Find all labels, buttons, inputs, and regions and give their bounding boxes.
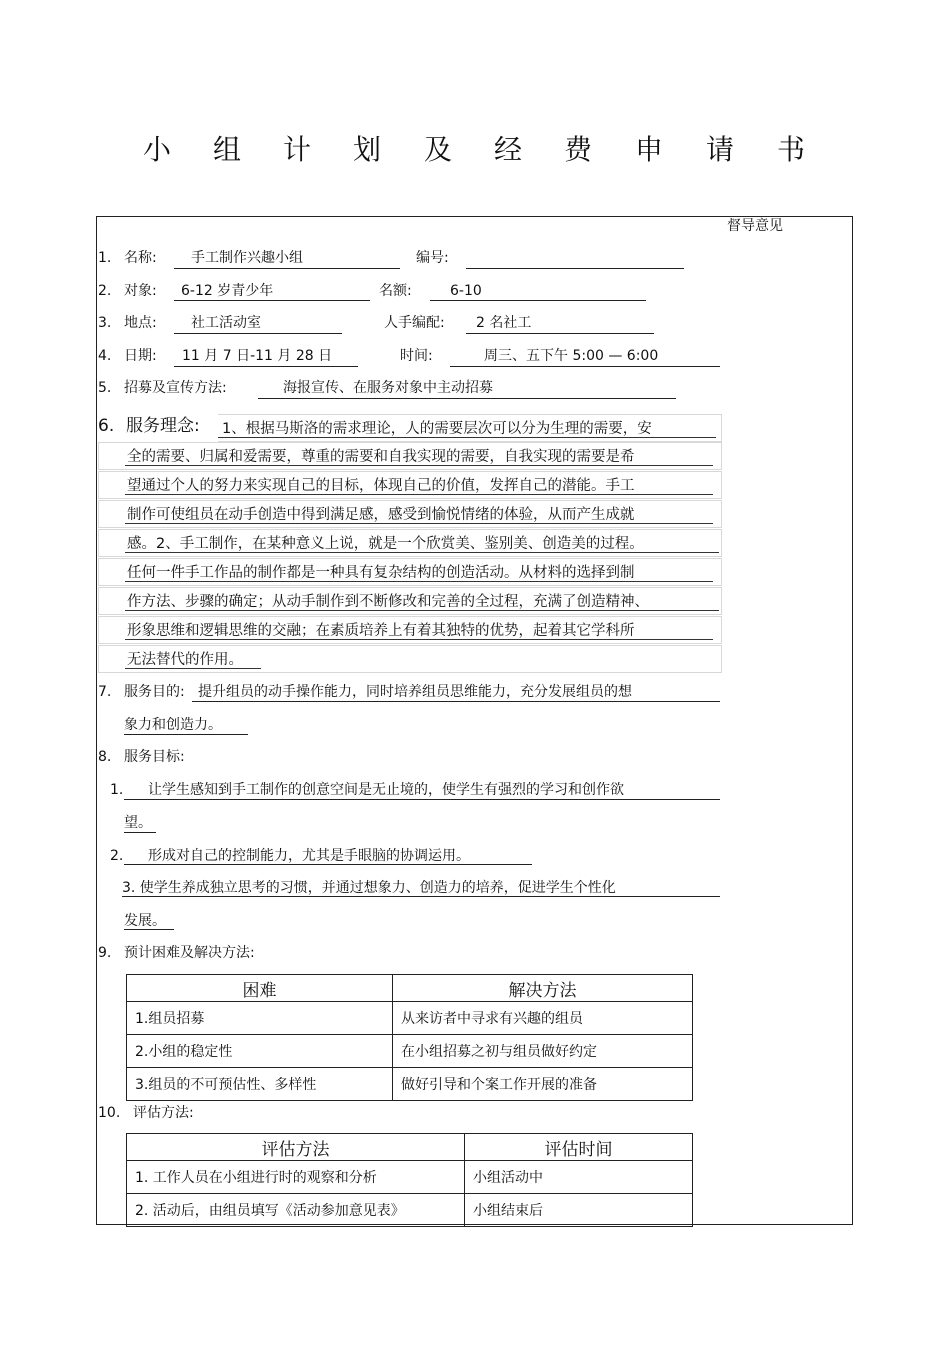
- title-char: 及: [424, 133, 453, 166]
- time-value: 周三、五下午 5:00 — 6:00: [484, 348, 659, 364]
- table-row: [127, 1068, 693, 1101]
- philosophy-text: 全的需要、归属和爱需要，尊重的需要和自我实现的需要，自我实现的需要是希: [127, 449, 635, 465]
- philosophy-text: 作方法、步骤的确定；从动手制作到不断修改和完善的全过程，充满了创造精神、: [127, 594, 649, 610]
- goals-label: 服务目标:: [124, 749, 185, 765]
- goal-text: 望。: [124, 815, 152, 831]
- name-underline: [174, 268, 400, 269]
- philosophy-line: [98, 442, 722, 470]
- supervisor-opinion-label: 督导意见: [727, 218, 783, 234]
- goal-underline: [124, 929, 174, 930]
- difficulty-cell: 2.小组的稳定性: [127, 1035, 393, 1068]
- quota-value: 6-10: [450, 283, 482, 299]
- evaluation-method-cell: 2. 活动后，由组员填写《活动参加意见表》: [127, 1194, 465, 1227]
- title-char: 请: [706, 133, 735, 166]
- philosophy-underline: [218, 437, 716, 438]
- section-number: 10.: [98, 1105, 121, 1121]
- section-number: 9.: [98, 945, 112, 961]
- purpose-underline: [124, 734, 248, 735]
- solution-cell: 从来访者中寻求有兴趣的组员: [393, 1002, 693, 1035]
- target-value: 6-12 岁青少年: [181, 283, 274, 299]
- field-number: 5.: [98, 380, 112, 396]
- philosophy-line: [98, 500, 722, 528]
- location-label: 地点:: [124, 315, 157, 331]
- difficulty-cell: 3.组员的不可预估性、多样性: [127, 1068, 393, 1101]
- header-cell: 评估方法: [127, 1134, 465, 1161]
- name-label: 名称:: [124, 250, 157, 266]
- section-number: 6.: [98, 416, 115, 436]
- section-number: 8.: [98, 749, 112, 765]
- target-underline: [174, 300, 370, 301]
- evaluation-method-cell: 1. 工作人员在小组进行时的观察和分析: [127, 1161, 465, 1194]
- table-row: [127, 1194, 693, 1227]
- field-number: 3.: [98, 315, 112, 331]
- location-value: 社工活动室: [191, 315, 261, 331]
- goal-text: 发展。: [124, 913, 166, 929]
- goal-text: 形成对自己的控制能力，尤其是手眼脑的协调运用。: [148, 848, 470, 864]
- goal-underline: [124, 864, 532, 865]
- title-char: 划: [353, 133, 382, 166]
- title-char: 组: [213, 133, 242, 166]
- table-header-row: [127, 975, 693, 1002]
- title-char: 申: [635, 133, 664, 166]
- philosophy-underline: [125, 581, 713, 582]
- goal-number: 2.: [110, 848, 124, 864]
- difficulty-cell: 1.组员招募: [127, 1002, 393, 1035]
- solution-cell: 做好引导和个案工作开展的准备: [393, 1068, 693, 1101]
- document-title: [0, 128, 950, 168]
- evaluation-time-cell: 小组结束后: [465, 1194, 693, 1227]
- target-label: 对象:: [124, 283, 157, 299]
- philosophy-line: [98, 558, 722, 586]
- code-underline: [466, 268, 684, 269]
- staffing-label: 人手编配:: [384, 315, 445, 331]
- recruit-value: 海报宣传、在服务对象中主动招募: [283, 380, 493, 396]
- philosophy-label: 服务理念:: [126, 416, 200, 436]
- evaluation-table: [126, 1133, 693, 1227]
- title-char: 小: [143, 133, 172, 166]
- philosophy-text: 望通过个人的努力来实现自己的目标，体现自己的价值，发挥自己的潜能。手工: [127, 478, 635, 494]
- date-value: 11 月 7 日-11 月 28 日: [182, 348, 333, 364]
- purpose-text: 提升组员的动手操作能力，同时培养组员思维能力，充分发展组员的想: [198, 684, 632, 700]
- philosophy-underline: [125, 639, 713, 640]
- code-label: 编号:: [416, 250, 449, 266]
- header-cell: 解决方法: [393, 975, 693, 1002]
- philosophy-text: 形象思维和逻辑思维的交融；在素质培养上有着其独特的优势，起着其它学科所: [127, 623, 635, 639]
- title-char: 计: [283, 133, 312, 166]
- table-row: [127, 1035, 693, 1068]
- time-underline: [450, 366, 720, 367]
- philosophy-line: [98, 529, 722, 557]
- staffing-value: 2 名社工: [476, 315, 532, 331]
- philosophy-line: [98, 645, 722, 673]
- philosophy-underline: [125, 465, 713, 466]
- difficulty-label: 预计困难及解决方法:: [124, 945, 255, 961]
- name-value: 手工制作兴趣小组: [191, 250, 303, 266]
- purpose-underline: [192, 701, 720, 702]
- solution-cell: 在小组招募之初与组员做好约定: [393, 1035, 693, 1068]
- section-number: 7.: [98, 684, 112, 700]
- philosophy-text: 感。2、手工制作，在某种意义上说，就是一个欣赏美、鉴别美、创造美的过程。: [127, 536, 644, 552]
- recruit-label: 招募及宣传方法:: [124, 380, 227, 396]
- title-char: 书: [777, 133, 806, 166]
- header-cell: 困难: [127, 975, 393, 1002]
- philosophy-line: [218, 414, 722, 442]
- philosophy-text: 1、根据马斯洛的需求理论，人的需要层次可以分为生理的需要，安: [222, 421, 652, 437]
- location-underline: [174, 333, 342, 334]
- philosophy-underline: [125, 610, 719, 611]
- philosophy-line: [98, 616, 722, 644]
- field-number: 4.: [98, 348, 112, 364]
- title-char: 费: [564, 133, 593, 166]
- time-label: 时间:: [400, 348, 433, 364]
- goal-underline: [124, 832, 156, 833]
- purpose-text: 象力和创造力。: [124, 717, 222, 733]
- philosophy-text: 任何一件手工作品的制作都是一种具有复杂结构的创造活动。从材料的选择到制: [127, 565, 635, 581]
- philosophy-text: 无法替代的作用。: [127, 652, 243, 668]
- quota-underline: [430, 300, 646, 301]
- title-char: 经: [494, 133, 523, 166]
- philosophy-text: 制作可使组员在动手创造中得到满足感，感受到愉悦情绪的体验，从而产生成就: [127, 507, 635, 523]
- goal-text: 3. 使学生养成独立思考的习惯，并通过想象力、创造力的培养，促进学生个性化: [122, 880, 616, 896]
- evaluation-time-cell: 小组活动中: [465, 1161, 693, 1194]
- quota-label: 名额:: [379, 283, 412, 299]
- philosophy-underline: [125, 494, 713, 495]
- philosophy-underline: [125, 523, 713, 524]
- goal-underline: [124, 799, 720, 800]
- philosophy-line: [98, 471, 722, 499]
- staffing-underline: [466, 333, 654, 334]
- field-number: 1.: [98, 250, 112, 266]
- goal-number: 1.: [110, 782, 124, 798]
- field-number: 2.: [98, 283, 112, 299]
- table-row: [127, 1002, 693, 1035]
- philosophy-line: [98, 587, 722, 615]
- header-cell: 评估时间: [465, 1134, 693, 1161]
- goal-underline: [122, 896, 720, 897]
- table-row: [127, 1161, 693, 1194]
- evaluation-label: 评估方法:: [133, 1105, 194, 1121]
- table-header-row: [127, 1134, 693, 1161]
- purpose-label: 服务目的:: [124, 684, 185, 700]
- recruit-underline: [258, 398, 676, 399]
- philosophy-underline: [125, 668, 261, 669]
- goal-text: 让学生感知到手工制作的创意空间是无止境的，使学生有强烈的学习和创作欲: [148, 782, 624, 798]
- date-underline: [174, 366, 358, 367]
- philosophy-underline: [125, 552, 719, 553]
- date-label: 日期:: [124, 348, 157, 364]
- difficulty-table: [126, 974, 693, 1101]
